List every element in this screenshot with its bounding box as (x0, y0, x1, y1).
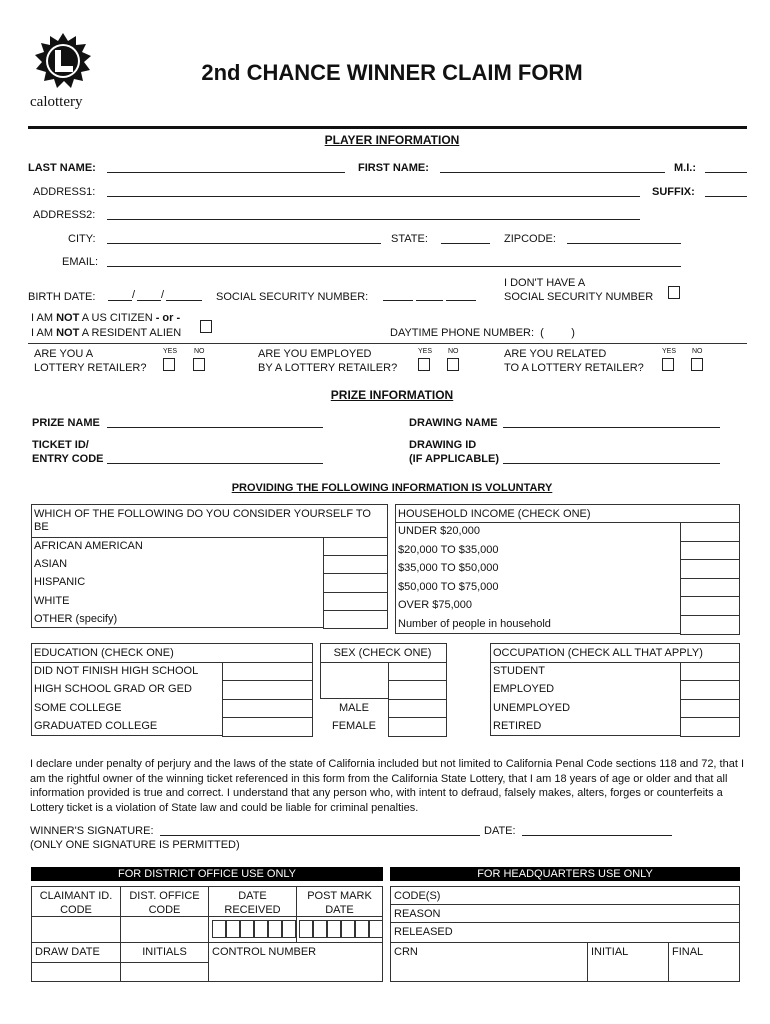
first-name-field[interactable] (440, 172, 665, 173)
district-office-heading: FOR DISTRICT OFFICE USE ONLY (31, 867, 383, 881)
ticket-id-field[interactable] (107, 463, 323, 464)
birth-month-field[interactable] (108, 300, 132, 301)
income-option-label: $50,000 TO $75,000 (398, 580, 499, 593)
income-option-label: OVER $75,000 (398, 599, 472, 612)
birth-date-slash: / (161, 289, 165, 301)
sex-option-label: MALE (339, 701, 369, 714)
not-resident-label: I AM NOT A RESIDENT ALIEN (31, 327, 182, 339)
crn-field[interactable]: CRN (390, 942, 588, 982)
draw-date-field[interactable] (31, 962, 121, 982)
date-received-digit-box[interactable] (268, 920, 282, 938)
address2-label: ADDRESS2: (33, 209, 96, 221)
income-option-checkbox[interactable] (680, 541, 740, 561)
ticket-id-label-1: TICKET ID/ (32, 439, 89, 451)
ethnicity-option-checkbox[interactable] (323, 555, 388, 574)
control-number-field[interactable]: CONTROL NUMBER (208, 942, 383, 982)
not-citizen-checkbox[interactable] (200, 320, 212, 333)
ethnicity-option-label: ASIAN (34, 558, 68, 571)
no-label: NO (448, 348, 459, 355)
ticket-id-label-2: ENTRY CODE (32, 453, 104, 465)
address2-field[interactable] (107, 219, 640, 220)
final-field[interactable]: FINAL (668, 942, 740, 982)
mi-label: M.I.: (674, 162, 696, 174)
sex-option-label: FEMALE (331, 720, 376, 733)
ethnicity-option-label: WHITE (34, 594, 70, 607)
income-option-checkbox[interactable] (680, 522, 740, 542)
divider (28, 343, 747, 344)
initial-field[interactable]: INITIAL (587, 942, 669, 982)
ethnicity-option-label: HISPANIC (34, 576, 86, 589)
daytime-phone-label[interactable]: DAYTIME PHONE NUMBER: ( ) (390, 327, 575, 339)
signature-date-field[interactable] (522, 835, 672, 836)
education-option-checkbox[interactable] (222, 680, 313, 699)
draw-date-label: DRAW DATE (31, 942, 121, 963)
no-ssn-checkbox[interactable] (668, 286, 680, 299)
dist-office-field[interactable] (120, 916, 209, 943)
drawing-id-label-2: (IF APPLICABLE) (409, 453, 500, 465)
city-label: CITY: (68, 233, 96, 245)
post-mark-digit-box[interactable] (369, 920, 383, 938)
address1-field[interactable] (107, 196, 640, 197)
no-ssn-label-2: SOCIAL SECURITY NUMBER (504, 291, 654, 303)
yes-label: YES (163, 348, 178, 355)
last-name-label: LAST NAME: (28, 162, 96, 174)
logo-text: calottery (30, 94, 83, 110)
income-option-checkbox[interactable] (680, 596, 740, 616)
email-field[interactable] (107, 266, 681, 267)
ssn-part3-field[interactable] (446, 300, 476, 301)
signature-note: (ONLY ONE SIGNATURE IS PERMITTED) (30, 839, 240, 851)
ethnicity-option-checkbox[interactable] (323, 573, 388, 592)
claimant-id-header: CLAIMANT ID. CODE (31, 886, 121, 917)
education-option-label: HIGH SCHOOL GRAD OR GED (34, 683, 192, 696)
declaration-text: I declare under penalty of perjury and the laws of the state of California included but not limited to California Penal Code sections 118 and 72, that I am the rightful owner of the winning ticket referenced in this form from the California State Lottery, that I am 18 years of age or older and that all information provided is true and correct. I understand that any person who, with intent to defraud, falsely makes, alters, forges or counterfeits a Lottery ticket is a violation of State law and could be liable for criminal penalties. (30, 758, 745, 814)
prize-information-heading: PRIZE INFORMATION (330, 388, 454, 402)
income-option-checkbox[interactable] (680, 578, 740, 598)
occupation-option-checkbox[interactable] (680, 662, 740, 681)
occupation-option-label: STUDENT (493, 665, 545, 677)
prize-name-field[interactable] (107, 427, 323, 428)
occupation-option-checkbox[interactable] (680, 680, 740, 699)
mi-field[interactable] (705, 172, 747, 173)
yes-label: YES (418, 348, 433, 355)
post-mark-digit-box[interactable] (313, 920, 327, 938)
signature-label: WINNER'S SIGNATURE: (30, 825, 154, 837)
initials-label: INITIALS (120, 942, 209, 963)
education-title: EDUCATION (CHECK ONE) (34, 647, 174, 659)
retailer-yes-checkbox[interactable] (163, 358, 175, 371)
occupation-title: OCCUPATION (CHECK ALL THAT APPLY) (493, 647, 703, 659)
employed-no-checkbox[interactable] (447, 358, 459, 371)
occupation-option-checkbox[interactable] (680, 717, 740, 736)
date-received-digit-box[interactable] (226, 920, 240, 938)
drawing-name-label: DRAWING NAME (409, 417, 498, 429)
title-rule (28, 126, 747, 129)
income-title: HOUSEHOLD INCOME (CHECK ONE) (398, 508, 591, 520)
voluntary-heading: PROVIDING THE FOLLOWING INFORMATION IS VOLUNTARY (231, 482, 553, 494)
related-yes-checkbox[interactable] (662, 358, 674, 371)
date-received-header: DATE RECEIVED (208, 886, 297, 917)
date-received-digit-box[interactable] (212, 920, 226, 938)
post-mark-header: POST MARK DATE (296, 886, 383, 917)
q-retailer-label-2: LOTTERY RETAILER? (34, 362, 147, 374)
sex-title: SEX (CHECK ONE) (333, 647, 432, 659)
income-option-label: $35,000 TO $50,000 (398, 562, 499, 575)
education-option-checkbox[interactable] (222, 717, 313, 736)
ssn-part1-field[interactable] (383, 300, 413, 301)
yes-label: YES (662, 348, 677, 355)
sex-option-checkbox[interactable] (388, 717, 447, 736)
education-option-checkbox[interactable] (222, 662, 313, 681)
first-name-label: FIRST NAME: (358, 162, 429, 174)
occupation-option-label: UNEMPLOYED (493, 701, 571, 714)
sex-option-checkbox[interactable] (388, 662, 447, 681)
ethnicity-option-label: AFRICAN AMERICAN (34, 540, 143, 552)
q-employed-label-1: ARE YOU EMPLOYED (258, 348, 372, 360)
ssn-label: SOCIAL SECURITY NUMBER: (216, 291, 369, 303)
income-option-label: UNDER $20,000 (398, 525, 480, 537)
post-mark-digit-box[interactable] (355, 920, 369, 938)
no-label: NO (692, 348, 703, 355)
retailer-no-checkbox[interactable] (193, 358, 205, 371)
ethnicity-option-checkbox[interactable] (323, 537, 388, 556)
ssn-part2-field[interactable] (416, 300, 443, 301)
reason-field[interactable]: REASON (390, 904, 740, 923)
suffix-label: SUFFIX: (652, 186, 695, 198)
q-related-label-1: ARE YOU RELATED (504, 348, 607, 360)
sex-option-checkbox[interactable] (388, 699, 447, 718)
education-option-label: GRADUATED COLLEGE (34, 720, 158, 733)
player-information-heading: PLAYER INFORMATION (324, 133, 460, 147)
ethnicity-option-checkbox[interactable] (323, 610, 388, 629)
employed-yes-checkbox[interactable] (418, 358, 430, 371)
signature-date-label: DATE: (484, 825, 516, 837)
initials-field[interactable] (120, 962, 209, 982)
occupation-option-label: EMPLOYED (493, 683, 555, 696)
last-name-field[interactable] (107, 172, 345, 173)
page-title: 2nd CHANCE WINNER CLAIM FORM (201, 60, 583, 85)
ethnicity-option-label: OTHER (specify) (34, 612, 118, 625)
drawing-id-label-1: DRAWING ID (409, 439, 477, 451)
city-field[interactable] (107, 243, 381, 244)
zipcode-label: ZIPCODE: (504, 233, 556, 245)
signature-field[interactable] (160, 835, 480, 836)
birth-date-slash: / (132, 289, 136, 301)
occupation-option-checkbox[interactable] (680, 699, 740, 718)
occupation-option-label: RETIRED (493, 720, 542, 733)
not-citizen-label: I AM NOT A US CITIZEN - or - (31, 312, 181, 324)
income-option-checkbox[interactable] (680, 559, 740, 579)
no-ssn-label-1: I DON'T HAVE A (504, 277, 586, 289)
income-option-checkbox[interactable] (680, 615, 740, 635)
birth-year-field[interactable] (166, 300, 202, 301)
headquarters-heading: FOR HEADQUARTERS USE ONLY (390, 867, 740, 881)
prize-name-label: PRIZE NAME (32, 417, 100, 429)
ethnicity-title: WHICH OF THE FOLLOWING DO YOU CONSIDER YOURSELF TO BE (34, 508, 371, 533)
ethnicity-option-checkbox[interactable] (323, 592, 388, 611)
related-no-checkbox[interactable] (691, 358, 703, 371)
date-received-digit-box[interactable] (240, 920, 254, 938)
state-field[interactable] (441, 243, 490, 244)
date-received-digit-box[interactable] (282, 920, 296, 938)
suffix-field[interactable] (705, 196, 747, 197)
education-option-label: DID NOT FINISH HIGH SCHOOL (34, 665, 199, 677)
codes-field[interactable]: CODE(S) (390, 886, 740, 905)
education-option-label: SOME COLLEGE (34, 701, 122, 714)
claimant-id-field[interactable] (31, 916, 121, 943)
birth-date-label: BIRTH DATE: (28, 291, 96, 303)
zipcode-field[interactable] (567, 243, 681, 244)
date-received-digit-box[interactable] (254, 920, 268, 938)
released-field[interactable]: RELEASED (390, 922, 740, 943)
q-related-label-2: TO A LOTTERY RETAILER? (504, 362, 644, 374)
state-label: STATE: (391, 233, 428, 245)
post-mark-digit-box[interactable] (341, 920, 355, 938)
email-label: EMAIL: (62, 256, 99, 268)
income-option-label: Number of people in household (398, 618, 551, 630)
birth-day-field[interactable] (137, 300, 161, 301)
q-retailer-label-1: ARE YOU A (34, 348, 94, 360)
drawing-name-field[interactable] (503, 427, 720, 428)
post-mark-digit-box[interactable] (299, 920, 313, 938)
income-option-label: $20,000 TO $35,000 (398, 543, 499, 556)
post-mark-digit-box[interactable] (327, 920, 341, 938)
education-option-checkbox[interactable] (222, 699, 313, 718)
drawing-id-field[interactable] (503, 463, 720, 464)
dist-office-header: DIST. OFFICE CODE (120, 886, 209, 917)
sex-option-checkbox[interactable] (388, 680, 447, 699)
no-label: NO (194, 348, 205, 355)
address1-label: ADDRESS1: (33, 186, 96, 198)
q-employed-label-2: BY A LOTTERY RETAILER? (258, 362, 398, 374)
